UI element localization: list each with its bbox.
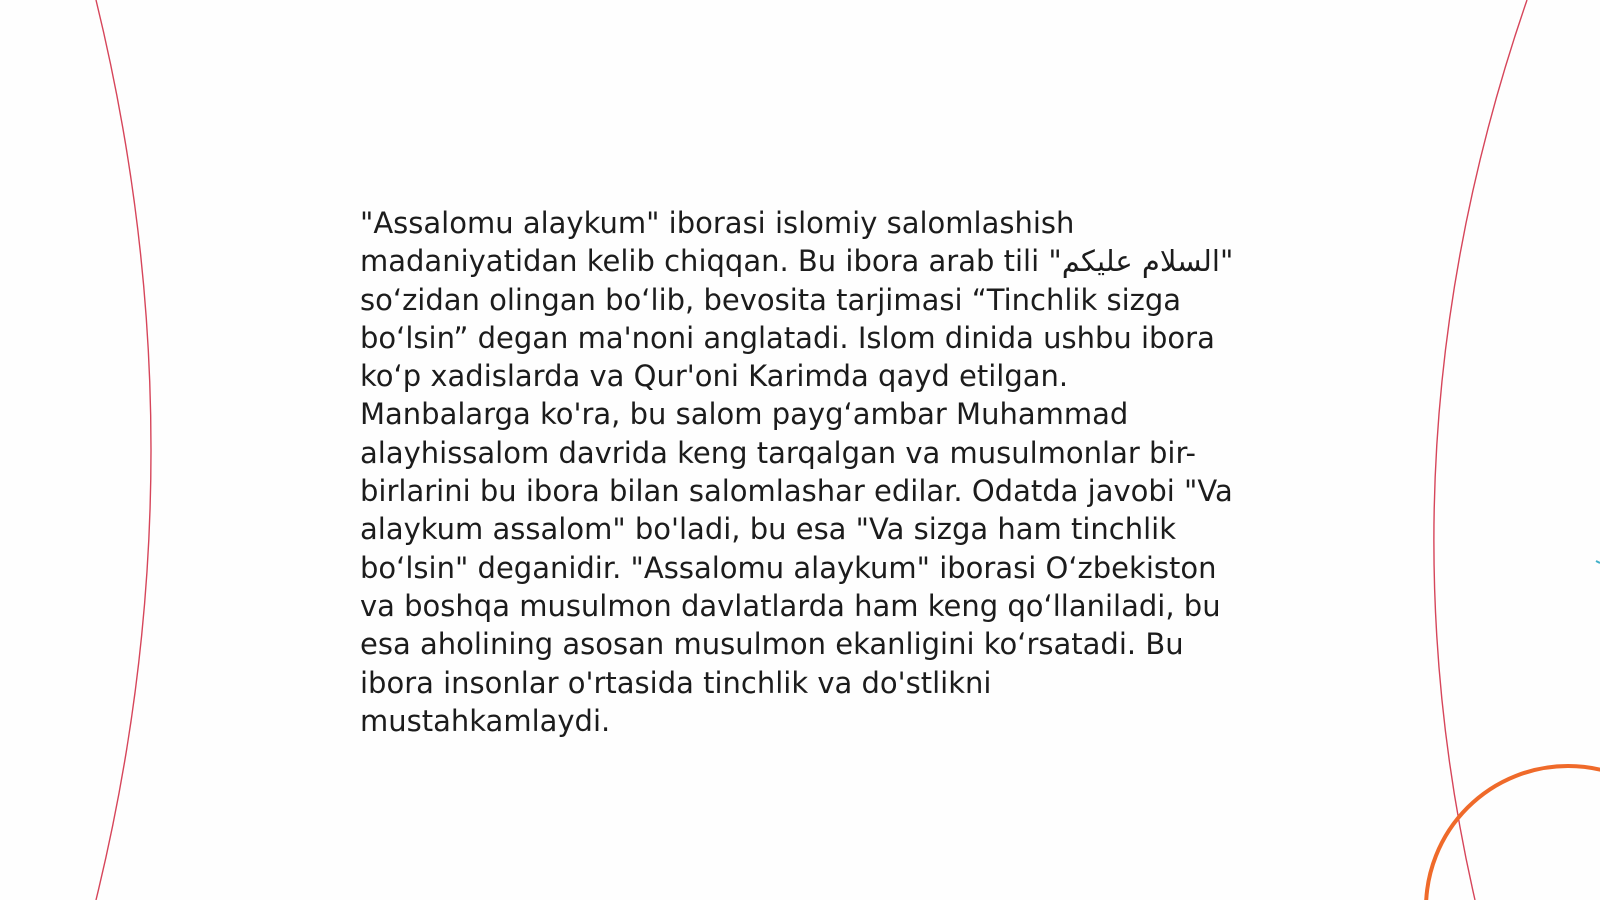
left-arc-line — [96, 0, 151, 900]
right-edge-tick — [1596, 561, 1600, 563]
orange-arc — [1426, 766, 1600, 900]
slide-body-text: "Assalomu alaykum" iborasi islomiy salomlashish madaniyatidan kelib chiqqan. Bu ibora arab tili "السلام عليكم" so‘zidan olingan bo‘lib, bevosita tarjimasi “Tinchlik sizga bo‘lsin” degan ma'noni anglatadi. Islom dinida ushbu ibora ko‘p xadislarda va Qur'oni Karimda qayd etilgan. Manbalarga ko'ra, bu salom payg‘ambar Muhammad alayhissalom davrida keng tarqalgan va musulmonlar bir-birlarini bu ibora bilan salomlashar edilar. Odatda javobi "Va alaykum assalom" bo'ladi, bu esa "Va sizga ham tinchlik bo‘lsin" deganidir. "Assalomu alaykum" iborasi O‘zbekiston va boshqa musulmon davlatlarda ham keng qo‘llaniladi, bu esa aholining asosan musulmon ekanligini ko‘rsatadi. Bu ibora insonlar o'rtasida tinchlik va do'stlikni mustahkamlaydi. — [360, 206, 1234, 738]
right-arc-line — [1434, 0, 1527, 900]
